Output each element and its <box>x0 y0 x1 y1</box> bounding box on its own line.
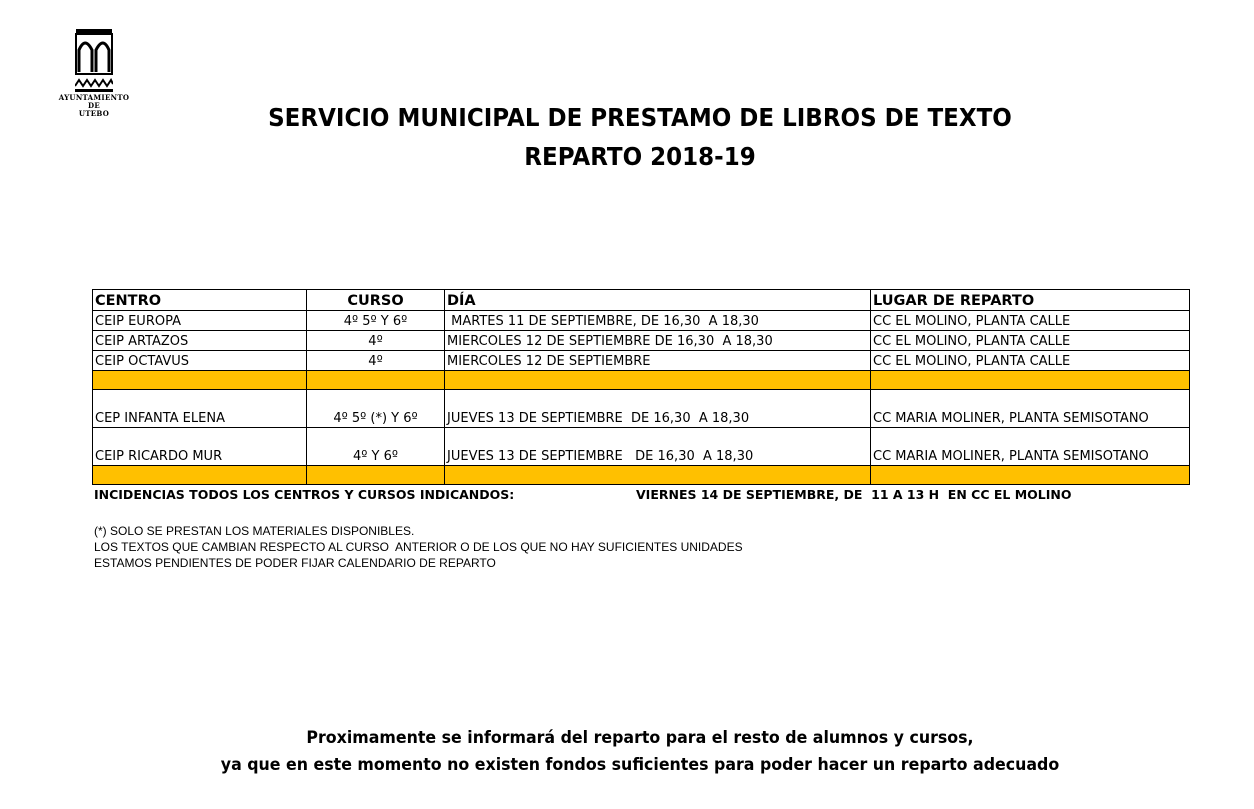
header-lugar: LUGAR DE REPARTO <box>871 290 1190 311</box>
footer-line-2: ya que en este momento no existen fondos suficientes para poder hacer un reparto adecuado <box>220 755 1060 775</box>
cell-centro: CEIP ARTAZOS <box>93 331 307 351</box>
cell-lugar: CC EL MOLINO, PLANTA CALLE <box>871 351 1190 371</box>
highlight-separator-row <box>93 371 1190 390</box>
header-centro: CENTRO <box>93 290 307 311</box>
notes-block <box>94 523 743 571</box>
cell-dia: JUEVES 13 DE SEPTIEMBRE DE 16,30 A 18,30 <box>445 390 871 428</box>
cell-centro: CEIP EUROPA <box>93 311 307 331</box>
note-line: LOS TEXTOS QUE CAMBIAN RESPECTO AL CURSO ANTERIOR O DE LOS QUE NO HAY SUFICIENTES UNIDADES <box>94 540 743 554</box>
cell-lugar: CC EL MOLINO, PLANTA CALLE <box>871 331 1190 351</box>
arch-emblem-icon <box>75 28 113 94</box>
cell-centro: CEP INFANTA ELENA <box>93 390 307 428</box>
table-row <box>93 351 1190 371</box>
cell-centro: CEIP RICARDO MUR <box>93 428 307 466</box>
cell-curso: 4º <box>307 351 445 371</box>
cell-dia: MIERCOLES 12 DE SEPTIEMBRE DE 16,30 A 18,30 <box>445 331 871 351</box>
footer-line-1: Proximamente se informará del reparto para el resto de alumnos y cursos, <box>306 728 974 748</box>
cell-curso: 4º 5º Y 6º <box>307 311 445 331</box>
header-dia: DÍA <box>445 290 871 311</box>
highlight-separator-row <box>93 466 1190 485</box>
note-line: ESTAMOS PENDIENTES DE PODER FIJAR CALENDARIO DE REPARTO <box>94 556 496 570</box>
logo-caption: AYUNTAMIENTO DE UTEBO <box>58 93 130 118</box>
incidencias-value: VIERNES 14 DE SEPTIEMBRE, DE 11 A 13 H EN CC EL MOLINO <box>636 487 1072 502</box>
reparto-table <box>92 289 1190 485</box>
cell-centro: CEIP OCTAVUS <box>93 351 307 371</box>
cell-dia: JUEVES 13 DE SEPTIEMBRE DE 16,30 A 18,30 <box>445 428 871 466</box>
header-curso: CURSO <box>307 290 445 311</box>
note-line: (*) SOLO SE PRESTAN LOS MATERIALES DISPONIBLES. <box>94 524 415 538</box>
cell-curso: 4º <box>307 331 445 351</box>
table-row <box>93 331 1190 351</box>
incidencias-label: INCIDENCIAS TODOS LOS CENTROS Y CURSOS INDICANDOS: <box>94 487 515 502</box>
table-row <box>93 428 1190 466</box>
page-title: SERVICIO MUNICIPAL DE PRESTAMO DE LIBROS DE TEXTO <box>268 103 1012 132</box>
cell-curso: 4º 5º (*) Y 6º <box>307 390 445 428</box>
table-row <box>93 311 1190 331</box>
cell-curso: 4º Y 6º <box>307 428 445 466</box>
cell-lugar: CC MARIA MOLINER, PLANTA SEMISOTANO <box>871 428 1190 466</box>
cell-dia: MIERCOLES 12 DE SEPTIEMBRE <box>445 351 871 371</box>
table-row <box>93 390 1190 428</box>
cell-lugar: CC MARIA MOLINER, PLANTA SEMISOTANO <box>871 390 1190 428</box>
cell-lugar: CC EL MOLINO, PLANTA CALLE <box>871 311 1190 331</box>
table-header-row <box>93 290 1190 311</box>
cell-dia: MARTES 11 DE SEPTIEMBRE, DE 16,30 A 18,30 <box>445 311 871 331</box>
page-subtitle: REPARTO 2018-19 <box>524 142 756 171</box>
